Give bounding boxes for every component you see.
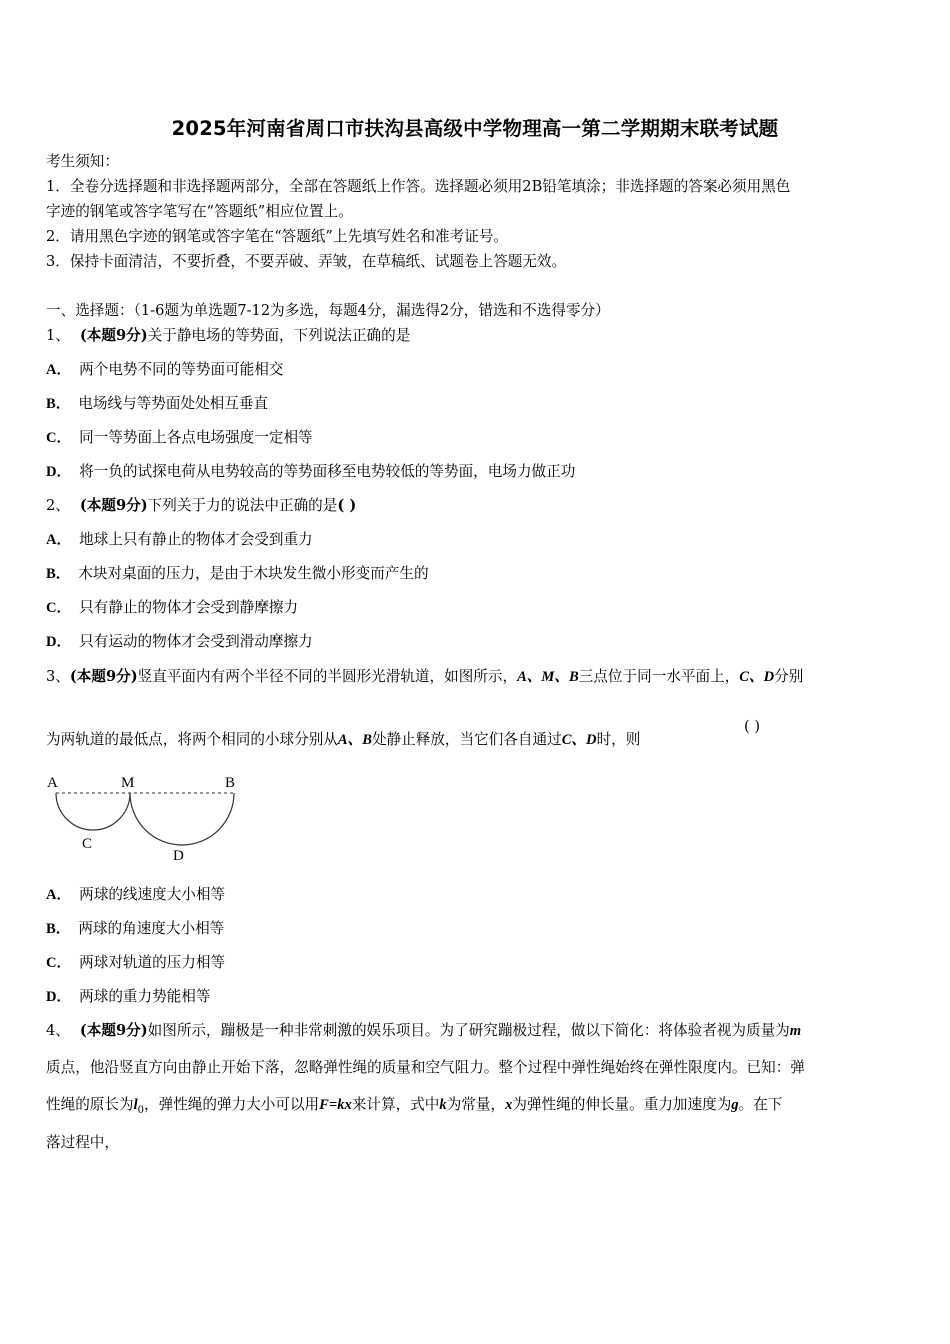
question-text: 分别	[774, 668, 804, 685]
formula: F=kx	[319, 1097, 352, 1113]
option-letter: C．	[46, 955, 72, 971]
option-text: 同一等势面上各点电场强度一定相等	[79, 429, 313, 446]
option-text: 两球的重力势能相等	[79, 988, 211, 1005]
page-title: 2025年河南省周口市扶沟县高级中学物理高一第二学期期末联考试题	[171, 117, 779, 140]
notice-item: 字迹的钢笔或答字笔写在“答题纸”相应位置上。	[46, 203, 353, 220]
point-labels: C、D	[739, 669, 775, 685]
point-labels: A、M、B	[517, 669, 579, 685]
variable: x	[505, 1097, 513, 1113]
point-label-c: C	[82, 836, 93, 852]
question-text: 为常量，	[446, 1096, 506, 1113]
question-score: (本题9分)	[79, 1022, 148, 1039]
question-score: (本题9分)	[79, 497, 148, 514]
option-letter: B．	[46, 396, 71, 412]
notice-item: 2．请用黑色字迹的钢笔或答字笔在“答题纸”上先填写姓名和准考证号。	[46, 228, 509, 245]
option-text: 两球对轨道的压力相等	[79, 954, 226, 971]
q2-option-c	[46, 598, 298, 618]
question-4-stem-line3	[46, 1095, 782, 1121]
notice-heading: 考生须知：	[46, 153, 119, 170]
q2-option-a	[46, 530, 313, 550]
question-text: 如图所示，蹦极是一种非常刺激的娱乐项目。为了研究蹦极过程，做以下简化：将体验者视为质量为	[147, 1022, 790, 1039]
section-header: 一、选择题：（1-6题为单选题7-12为多选，每题4分，漏选得2分，错选和不选得零分）	[46, 302, 610, 319]
point-label-b: B	[225, 775, 236, 791]
q1-option-d	[46, 462, 575, 482]
option-text: 只有运动的物体才会受到滑动摩擦力	[79, 633, 313, 650]
point-label-a: A	[47, 775, 58, 791]
question-number: 4、	[46, 1022, 70, 1039]
question-text: 竖直平面内有两个半径不同的半圆形光滑轨道，如图所示，	[137, 668, 518, 685]
question-text: 为两轨道的最低点，将两个相同的小球分别从	[46, 731, 338, 748]
q2-option-b	[46, 564, 429, 584]
question-text: 关于静电场的等势面，下列说法正确的是	[147, 327, 411, 344]
q3-option-d	[46, 987, 211, 1007]
option-letter: A．	[46, 887, 72, 903]
q3-option-b	[46, 919, 224, 939]
question-4-stem-line4	[46, 1133, 119, 1153]
notice-item: 1．全卷分选择题和非选择题两部分，全部在答题纸上作答。选择题必须用2B铅笔填涂；非选择题的答案必须用黑色	[46, 178, 791, 195]
question-text: 。在下	[738, 1096, 783, 1113]
variable-subscript: 0	[137, 1104, 145, 1116]
question-2-stem	[46, 496, 356, 516]
answer-paren: ( )	[337, 497, 357, 514]
question-text: 下列关于力的说法中正确的是	[147, 497, 338, 514]
point-labels: C、D	[561, 732, 597, 748]
q3-option-a	[46, 885, 225, 905]
question-4-stem-line2	[46, 1058, 805, 1078]
question-text: 性绳的原长为	[46, 1096, 134, 1113]
option-text: 两球的角速度大小相等	[78, 920, 225, 937]
question-text: 时，则	[596, 731, 641, 748]
variable: g	[731, 1097, 739, 1113]
option-letter: D．	[46, 634, 72, 650]
point-label-d: D	[173, 848, 184, 864]
option-text: 将一负的试探电荷从电势较高的等势面移至电势较低的等势面，电场力做正功	[79, 463, 576, 480]
option-text: 电场线与等势面处处相互垂直	[78, 395, 269, 412]
option-text: 只有静止的物体才会受到静摩擦力	[79, 599, 299, 616]
question-3-stem-line2	[46, 730, 640, 750]
question-text: ，弹性绳的弹力大小可以用	[144, 1096, 320, 1113]
point-labels: A、B	[337, 732, 372, 748]
variable: k	[439, 1097, 447, 1113]
question-number: 1、	[46, 327, 70, 344]
question-score: (本题9分)	[69, 668, 138, 685]
question-number: 3、	[46, 668, 70, 685]
large-semicircle-track	[130, 793, 234, 845]
question-4-stem-line1	[46, 1021, 801, 1041]
question-number: 2、	[46, 497, 70, 514]
semicircle-tracks-figure	[44, 770, 254, 870]
question-text: 质点，他沿竖直方向由静止开始下落，忽略弹性绳的质量和空气阻力。整个过程中弹性绳始终在弹性限度内。已知：弹	[46, 1059, 805, 1076]
q1-option-b	[46, 394, 268, 414]
question-text: 落过程中，	[46, 1134, 119, 1151]
question-3-stem-line1	[46, 667, 803, 687]
option-letter: D．	[46, 989, 72, 1005]
option-text: 两个电势不同的等势面可能相交	[79, 361, 284, 378]
variable: m	[789, 1023, 802, 1039]
option-letter: C．	[46, 430, 72, 446]
answer-blank: ( )	[744, 718, 761, 735]
option-letter: A．	[46, 532, 72, 548]
variable: l	[133, 1097, 138, 1113]
option-letter: C．	[46, 600, 72, 616]
option-letter: A．	[46, 362, 72, 378]
point-label-m: M	[121, 775, 135, 791]
question-1-stem	[46, 326, 410, 346]
q2-option-d	[46, 632, 313, 652]
option-letter: B．	[46, 566, 71, 582]
q1-option-a	[46, 360, 283, 380]
option-text: 地球上只有静止的物体才会受到重力	[79, 531, 313, 548]
q1-option-c	[46, 428, 313, 448]
question-text: 为弹性绳的伸长量。重力加速度为	[512, 1096, 732, 1113]
question-text: 处静止释放，当它们各自通过	[371, 731, 562, 748]
option-letter: D．	[46, 464, 72, 480]
option-letter: B．	[46, 921, 71, 937]
question-text: 来计算，式中	[351, 1096, 440, 1113]
option-text: 木块对桌面的压力，是由于木块发生微小形变而产生的	[78, 565, 429, 582]
option-text: 两球的线速度大小相等	[79, 886, 226, 903]
question-score: (本题9分)	[79, 327, 148, 344]
q3-option-c	[46, 953, 225, 973]
question-text: 三点位于同一水平面上，	[578, 668, 740, 685]
small-semicircle-track	[56, 793, 130, 830]
notice-item: 3．保持卡面清洁，不要折叠，不要弄破、弄皱，在草稿纸、试题卷上答题无效。	[46, 253, 567, 270]
